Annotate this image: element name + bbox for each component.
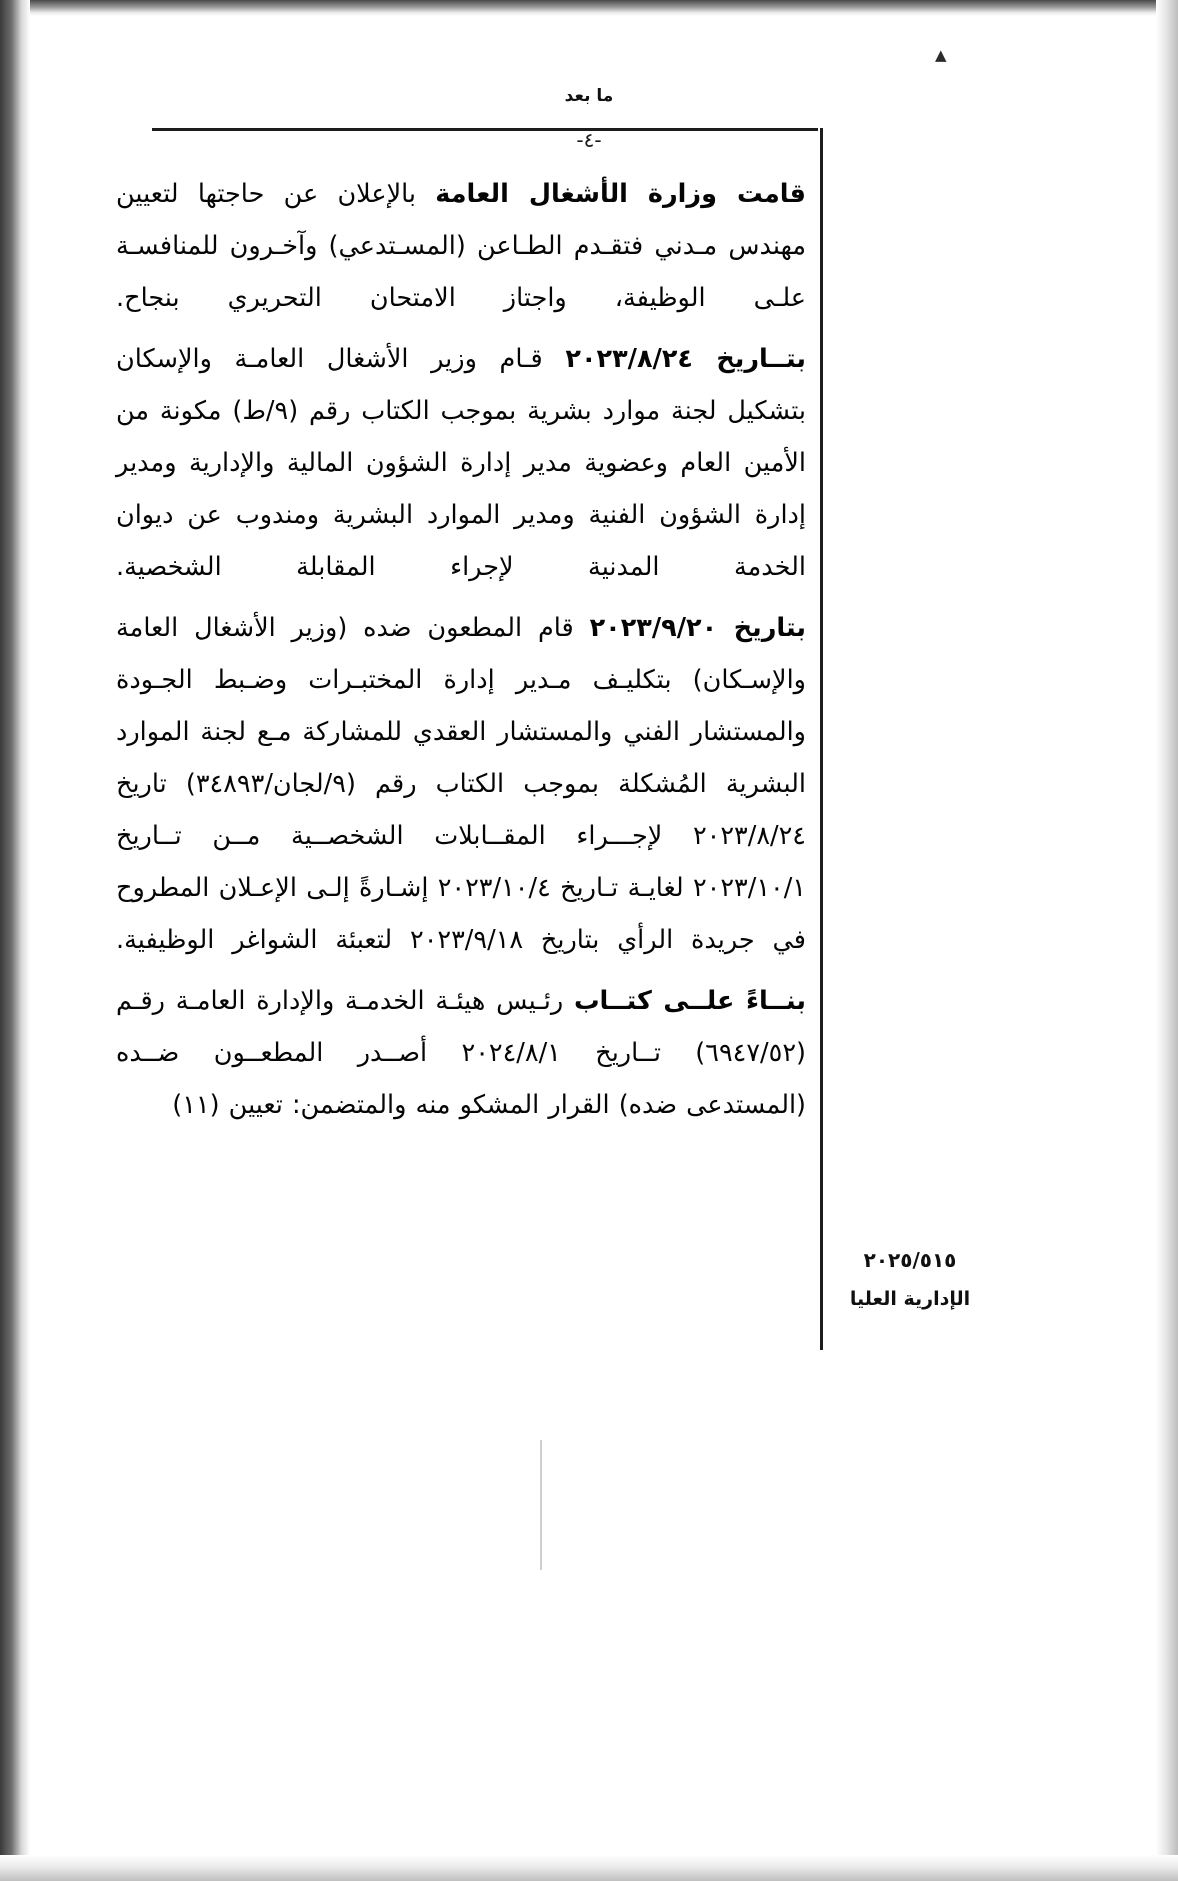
- footer-stamp: [820, 1248, 1000, 1310]
- paragraph-text: قام المطعون ضده (وزير الأشغال العامة والإسـكان) بتكليـف مـدير إدارة المختبـرات وضـبط الجـودة والمستشار الفني والمستشار العقدي للمشاركة مـع لجنة الموارد البشرية المُشكلة بموجب الكتاب رقم (٩/لجان/٣٤٨٩٣) تاريخ ٢٠٢٣/٨/٢٤ لإجـــراء المقــابلات الشخصــية مــن تــاريخ ٢٠٢٣/١٠/١ لغايـة تـاريخ ٢٠٢٣/١٠/٤ إشـارةً إلـى الإعـلان المطروح في جريدة الرأي بتاريخ ٢٠٢٣/٩/١٨ لتعبئة الشواغر الوظيفية.: [116, 613, 806, 955]
- document-header-note: ما بعد: [564, 86, 614, 106]
- paragraph-lead: بنــاءً علــى كتــاب: [573, 986, 806, 1016]
- paragraph-lead: قامت وزارة الأشغال العامة: [435, 179, 806, 209]
- paragraph-assignment-interviews: [116, 602, 806, 966]
- paragraph-text: بالإعلان عن حاجتها لتعيين مهندس مـدني فتقـدم الطـاعن (المسـتدعي) وآخـرون للمنافسـة علـى الوظيفة، واجتاز الامتحان التحريري بنجاح.: [116, 179, 806, 313]
- corner-mark-icon: ▲: [935, 46, 947, 64]
- scan-fold-artifact: [540, 1440, 542, 1570]
- scan-edge-left: [0, 0, 30, 1881]
- paragraph-lead: بتاريخ ٢٠٢٣/٩/٢٠: [589, 613, 806, 643]
- page-number: -٤-: [576, 128, 602, 152]
- paragraph-public-works-announcement: [116, 168, 806, 324]
- scan-edge-bottom: [0, 1855, 1178, 1881]
- right-margin-divider: [820, 128, 823, 1350]
- scan-edge-right: [1156, 0, 1178, 1881]
- paragraph-text: قـام وزير الأشغال العامـة والإسكان بتشكيل لجنة موارد بشرية بموجب الكتاب رقم (٩/ط) مكونة من الأمين العام وعضوية مدير إدارة الشؤون المالية والإدارية ومدير إدارة الشؤون الفنية ومدير الموارد البشرية ومندوب عن ديوان الخدمة المدنية لإجراء المقابلة الشخصية.: [116, 344, 806, 582]
- paragraph-committee-formation: [116, 333, 806, 593]
- case-number: ٢٠٢٥/٥١٥: [863, 1248, 957, 1272]
- document-body: [116, 168, 806, 1140]
- paragraph-decision-issued: [116, 975, 806, 1131]
- paragraph-text: رئـيس هيئـة الخدمـة والإدارة العامـة رقـم (٦٩٤٧/٥٢) تــاريخ ٢٠٢٤/٨/١ أصــدر المطعــون ضــده (المستدعى ضده) القرار المشكو منه والمتضمن: تعيين (١١): [116, 986, 806, 1120]
- court-label: الإدارية العليا: [849, 1288, 971, 1310]
- paragraph-lead: بتــاريخ ٢٠٢٣/٨/٢٤: [565, 344, 806, 374]
- scan-edge-top: [0, 0, 1178, 16]
